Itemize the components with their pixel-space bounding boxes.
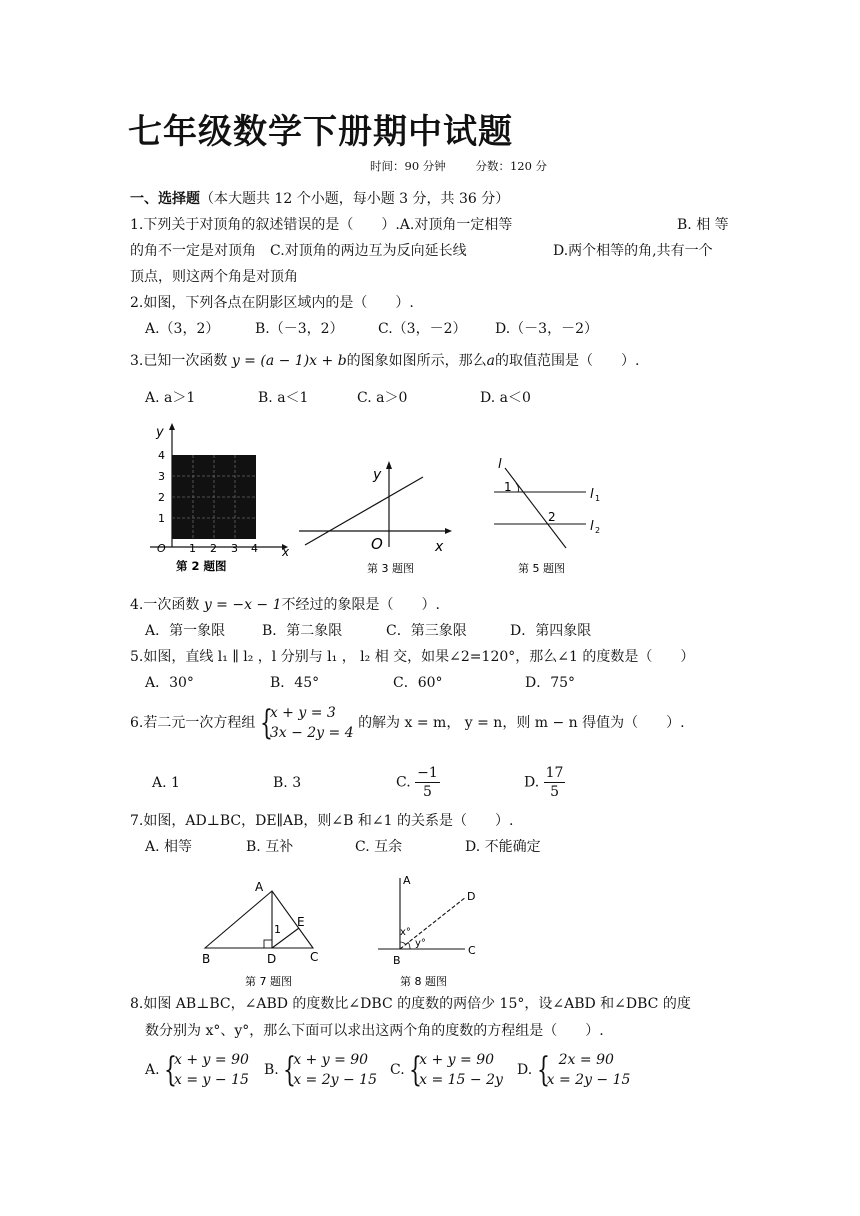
fig2-caption: 第 2 题图 bbox=[176, 559, 227, 573]
fig3-x-label: x bbox=[435, 539, 444, 555]
fig3-y-label: y bbox=[373, 467, 382, 483]
fig2-xtick-4: 4 bbox=[251, 542, 258, 555]
q3-stem-pre: 3.已知一次函数 bbox=[130, 353, 228, 369]
fig8-label-b: B bbox=[393, 954, 401, 967]
q6-c-denominator: 5 bbox=[422, 784, 432, 800]
q8-b-eq1: x + y = 90 bbox=[293, 1052, 369, 1068]
fig2-xtick-2: 2 bbox=[210, 542, 217, 555]
fig5-label-l2-sub: 2 bbox=[595, 526, 601, 535]
q6-stem-mid: 的解为 x = m， y = n，则 m − n 得值为（ ）. bbox=[358, 715, 685, 731]
fig2-origin: O bbox=[157, 542, 166, 555]
figure-3 bbox=[295, 455, 460, 580]
q2-option-c: C.（3，－2） bbox=[378, 321, 467, 337]
total-score: 分数：120 分 bbox=[475, 159, 548, 173]
q4-formula: y = −x − 1 bbox=[203, 597, 282, 613]
q8-option-c bbox=[390, 1050, 503, 1090]
q8-line1: 8.如图 AB⊥BC，∠ABD 的度数比∠DBC 的度数的两倍少 15°，设∠ABD 和∠DBC 的度 bbox=[130, 996, 691, 1012]
fig7-angle-1: 1 bbox=[274, 923, 281, 936]
q8-c-eq1: x + y = 90 bbox=[419, 1052, 495, 1068]
fig2-ytick-2: 2 bbox=[158, 491, 165, 504]
q1-line1: 1.下列关于对顶角的叙述错误的是（ ）.A.对顶角一定相等 bbox=[130, 217, 513, 233]
fig7-label-e: E bbox=[297, 915, 305, 929]
fig2-x-label: x bbox=[282, 545, 290, 559]
q7-stem: 7.如图，AD⊥BC，DE∥AB，则∠B 和∠1 的关系是（ ）. bbox=[130, 813, 514, 829]
q3-var: a bbox=[486, 353, 496, 369]
q3-option-b: B. a＜1 bbox=[258, 390, 309, 406]
fig8-angle-x: x° bbox=[400, 927, 411, 938]
q4-stem-post: 不经过的象限是（ ）. bbox=[281, 597, 440, 613]
q6-option-a: A. 1 bbox=[152, 775, 180, 791]
q8-a-eq2: x = y − 15 bbox=[174, 1072, 249, 1088]
section-note: （本大题共 12 个小题，每小题 3 分，共 36 分） bbox=[200, 191, 510, 207]
q4-option-a: A．第一象限 bbox=[145, 623, 226, 639]
fig7-label-b: B bbox=[202, 952, 211, 966]
q8-option-a-label: A. bbox=[145, 1062, 160, 1078]
q5-option-c: C．60° bbox=[393, 675, 443, 691]
q5-option-d: D．75° bbox=[525, 675, 576, 691]
q6-option-c bbox=[396, 764, 440, 801]
q4-stem bbox=[130, 595, 440, 615]
fig8-caption: 第 8 题图 bbox=[400, 975, 447, 988]
q8-option-c-label: C. bbox=[390, 1062, 405, 1078]
q3-stem-mid: 的图象如图所示，那么 bbox=[346, 353, 487, 369]
q2-stem: 2.如图，下列各点在阴影区域内的是（ ）. bbox=[130, 295, 414, 311]
q3-formula: y = (a − 1)x + b bbox=[231, 353, 347, 369]
figure-7 bbox=[195, 875, 335, 990]
fig2-xtick-3: 3 bbox=[231, 542, 238, 555]
q8-option-d-label: D. bbox=[517, 1062, 533, 1078]
function-line bbox=[305, 477, 423, 545]
fig5-label-l1-sub: 1 bbox=[595, 494, 601, 503]
figure-8 bbox=[370, 870, 490, 990]
q8-option-b bbox=[264, 1050, 377, 1090]
q8-b-eq2: x = 2y − 15 bbox=[293, 1072, 377, 1088]
q8-option-d-system: { 2x = 90 x = 2y − 15 bbox=[536, 1050, 631, 1090]
fig2-ytick-4: 4 bbox=[158, 449, 165, 462]
q8-option-a bbox=[145, 1050, 249, 1090]
q8-option-d bbox=[517, 1050, 630, 1090]
fig5-angle-1: 1 bbox=[504, 480, 512, 494]
q8-a-eq1: x + y = 90 bbox=[174, 1052, 249, 1068]
q7-option-a: A. 相等 bbox=[145, 839, 193, 855]
fig5-label-l1: l bbox=[590, 487, 594, 502]
fig7-label-c: C bbox=[310, 950, 319, 964]
q3-option-c: C. a＞0 bbox=[357, 390, 408, 406]
ray-bd bbox=[400, 897, 466, 949]
q7-option-c: C. 互余 bbox=[355, 839, 403, 855]
q6-stem bbox=[130, 703, 685, 743]
q6-d-denominator: 5 bbox=[550, 784, 560, 800]
q4-option-c: C．第三象限 bbox=[386, 623, 467, 639]
q7-option-b: B. 互补 bbox=[246, 839, 294, 855]
q3-option-a: A. a＞1 bbox=[145, 390, 196, 406]
q1-line3: 顶点，则这两个角是对顶角 bbox=[130, 269, 298, 285]
fig8-angle-y: y° bbox=[415, 938, 426, 949]
q6-option-c-label: C. bbox=[396, 774, 411, 791]
q2-option-a: A.（3，2） bbox=[145, 321, 220, 337]
q8-d-eq1: 2x = 90 bbox=[558, 1052, 614, 1068]
fig3-caption: 第 3 题图 bbox=[367, 562, 414, 575]
exam-info bbox=[370, 158, 573, 174]
q4-stem-pre: 4.一次函数 bbox=[130, 597, 200, 613]
q1-line2: 的角不一定是对顶角 C.对顶角的两边互为反向延长线 bbox=[130, 243, 467, 259]
fig2-ytick-3: 3 bbox=[158, 470, 165, 483]
q1-line2b: D.两个相等的角,共有一个 bbox=[553, 243, 713, 259]
section-label: 一、选择题 bbox=[130, 191, 200, 207]
fig7-label-a: A bbox=[255, 880, 264, 894]
q6-option-d bbox=[524, 764, 565, 801]
q6-option-d-fraction bbox=[544, 764, 566, 801]
fig8-label-d: D bbox=[467, 890, 476, 903]
q6-equation-system: { x + y = 3 3x − 2y = 4 bbox=[259, 703, 354, 743]
fig8-label-c: C bbox=[468, 944, 476, 957]
fig2-y-label: y bbox=[156, 425, 164, 440]
q2-option-d: D.（－3，－2） bbox=[495, 321, 598, 337]
time-limit: 时间：90 分钟 bbox=[370, 159, 446, 173]
q8-option-a-system: { x + y = 90 x = y − 15 bbox=[164, 1050, 249, 1090]
fig7-caption: 第 7 题图 bbox=[245, 975, 292, 988]
fig2-xtick-1: 1 bbox=[189, 542, 196, 555]
q8-option-c-system: { x + y = 90 x = 15 − 2y bbox=[409, 1050, 503, 1090]
q8-option-b-label: B. bbox=[264, 1062, 279, 1078]
q6-eq1: x + y = 3 bbox=[269, 705, 336, 721]
q6-c-numerator: −1 bbox=[417, 765, 438, 781]
q6-eq2: 3x − 2y = 4 bbox=[269, 725, 354, 741]
section-heading bbox=[130, 189, 509, 209]
fig7-label-d: D bbox=[267, 952, 277, 966]
q2-option-b: B.（－3，2） bbox=[255, 321, 344, 337]
q6-option-b: B. 3 bbox=[273, 775, 302, 791]
fig5-label-l2: l bbox=[590, 519, 594, 534]
q6-d-numerator: 17 bbox=[545, 765, 564, 781]
q6-stem-pre: 6.若二元一次方程组 bbox=[130, 715, 256, 731]
q6-option-c-fraction bbox=[415, 764, 440, 801]
q5-option-a: A．30° bbox=[145, 675, 194, 691]
fig5-label-l: l bbox=[498, 457, 502, 472]
figure-2 bbox=[140, 420, 300, 580]
line-l bbox=[505, 468, 566, 548]
q8-c-eq2: x = 15 − 2y bbox=[419, 1072, 503, 1088]
q1-line1b: B. 相 等 bbox=[677, 217, 729, 233]
figure-5 bbox=[488, 452, 618, 580]
q4-option-d: D．第四象限 bbox=[510, 623, 592, 639]
fig5-caption: 第 5 题图 bbox=[518, 562, 565, 575]
q8-d-eq2: x = 2y − 15 bbox=[546, 1072, 631, 1088]
q8-line2: 数分别为 x°、y°，那么下面可以求出这两个角的度数的方程组是（ ）. bbox=[145, 1023, 604, 1039]
q5-stem: 5.如图，直线 l₁ ∥ l₂ ，l 分别与 l₁ ， l₂ 相 交，如果∠2=120°，那么∠1 的度数是（ ） bbox=[130, 649, 695, 665]
q7-option-d: D. 不能确定 bbox=[465, 839, 541, 855]
fig8-label-a: A bbox=[403, 874, 411, 887]
q3-stem-post: 的取值范围是（ ）. bbox=[495, 353, 640, 369]
q3-option-d: D. a＜0 bbox=[480, 390, 531, 406]
q4-option-b: B．第二象限 bbox=[262, 623, 343, 639]
q5-option-b: B．45° bbox=[270, 675, 320, 691]
fig2-ytick-1: 1 bbox=[158, 512, 165, 525]
page-title: 七年级数学下册期中试题 bbox=[128, 112, 513, 152]
q6-option-d-label: D. bbox=[524, 774, 540, 791]
q8-option-b-system: { x + y = 90 x = 2y − 15 bbox=[283, 1050, 377, 1090]
fig5-angle-2: 2 bbox=[548, 510, 556, 524]
q3-stem bbox=[130, 351, 639, 371]
fig3-origin: O bbox=[371, 535, 383, 553]
